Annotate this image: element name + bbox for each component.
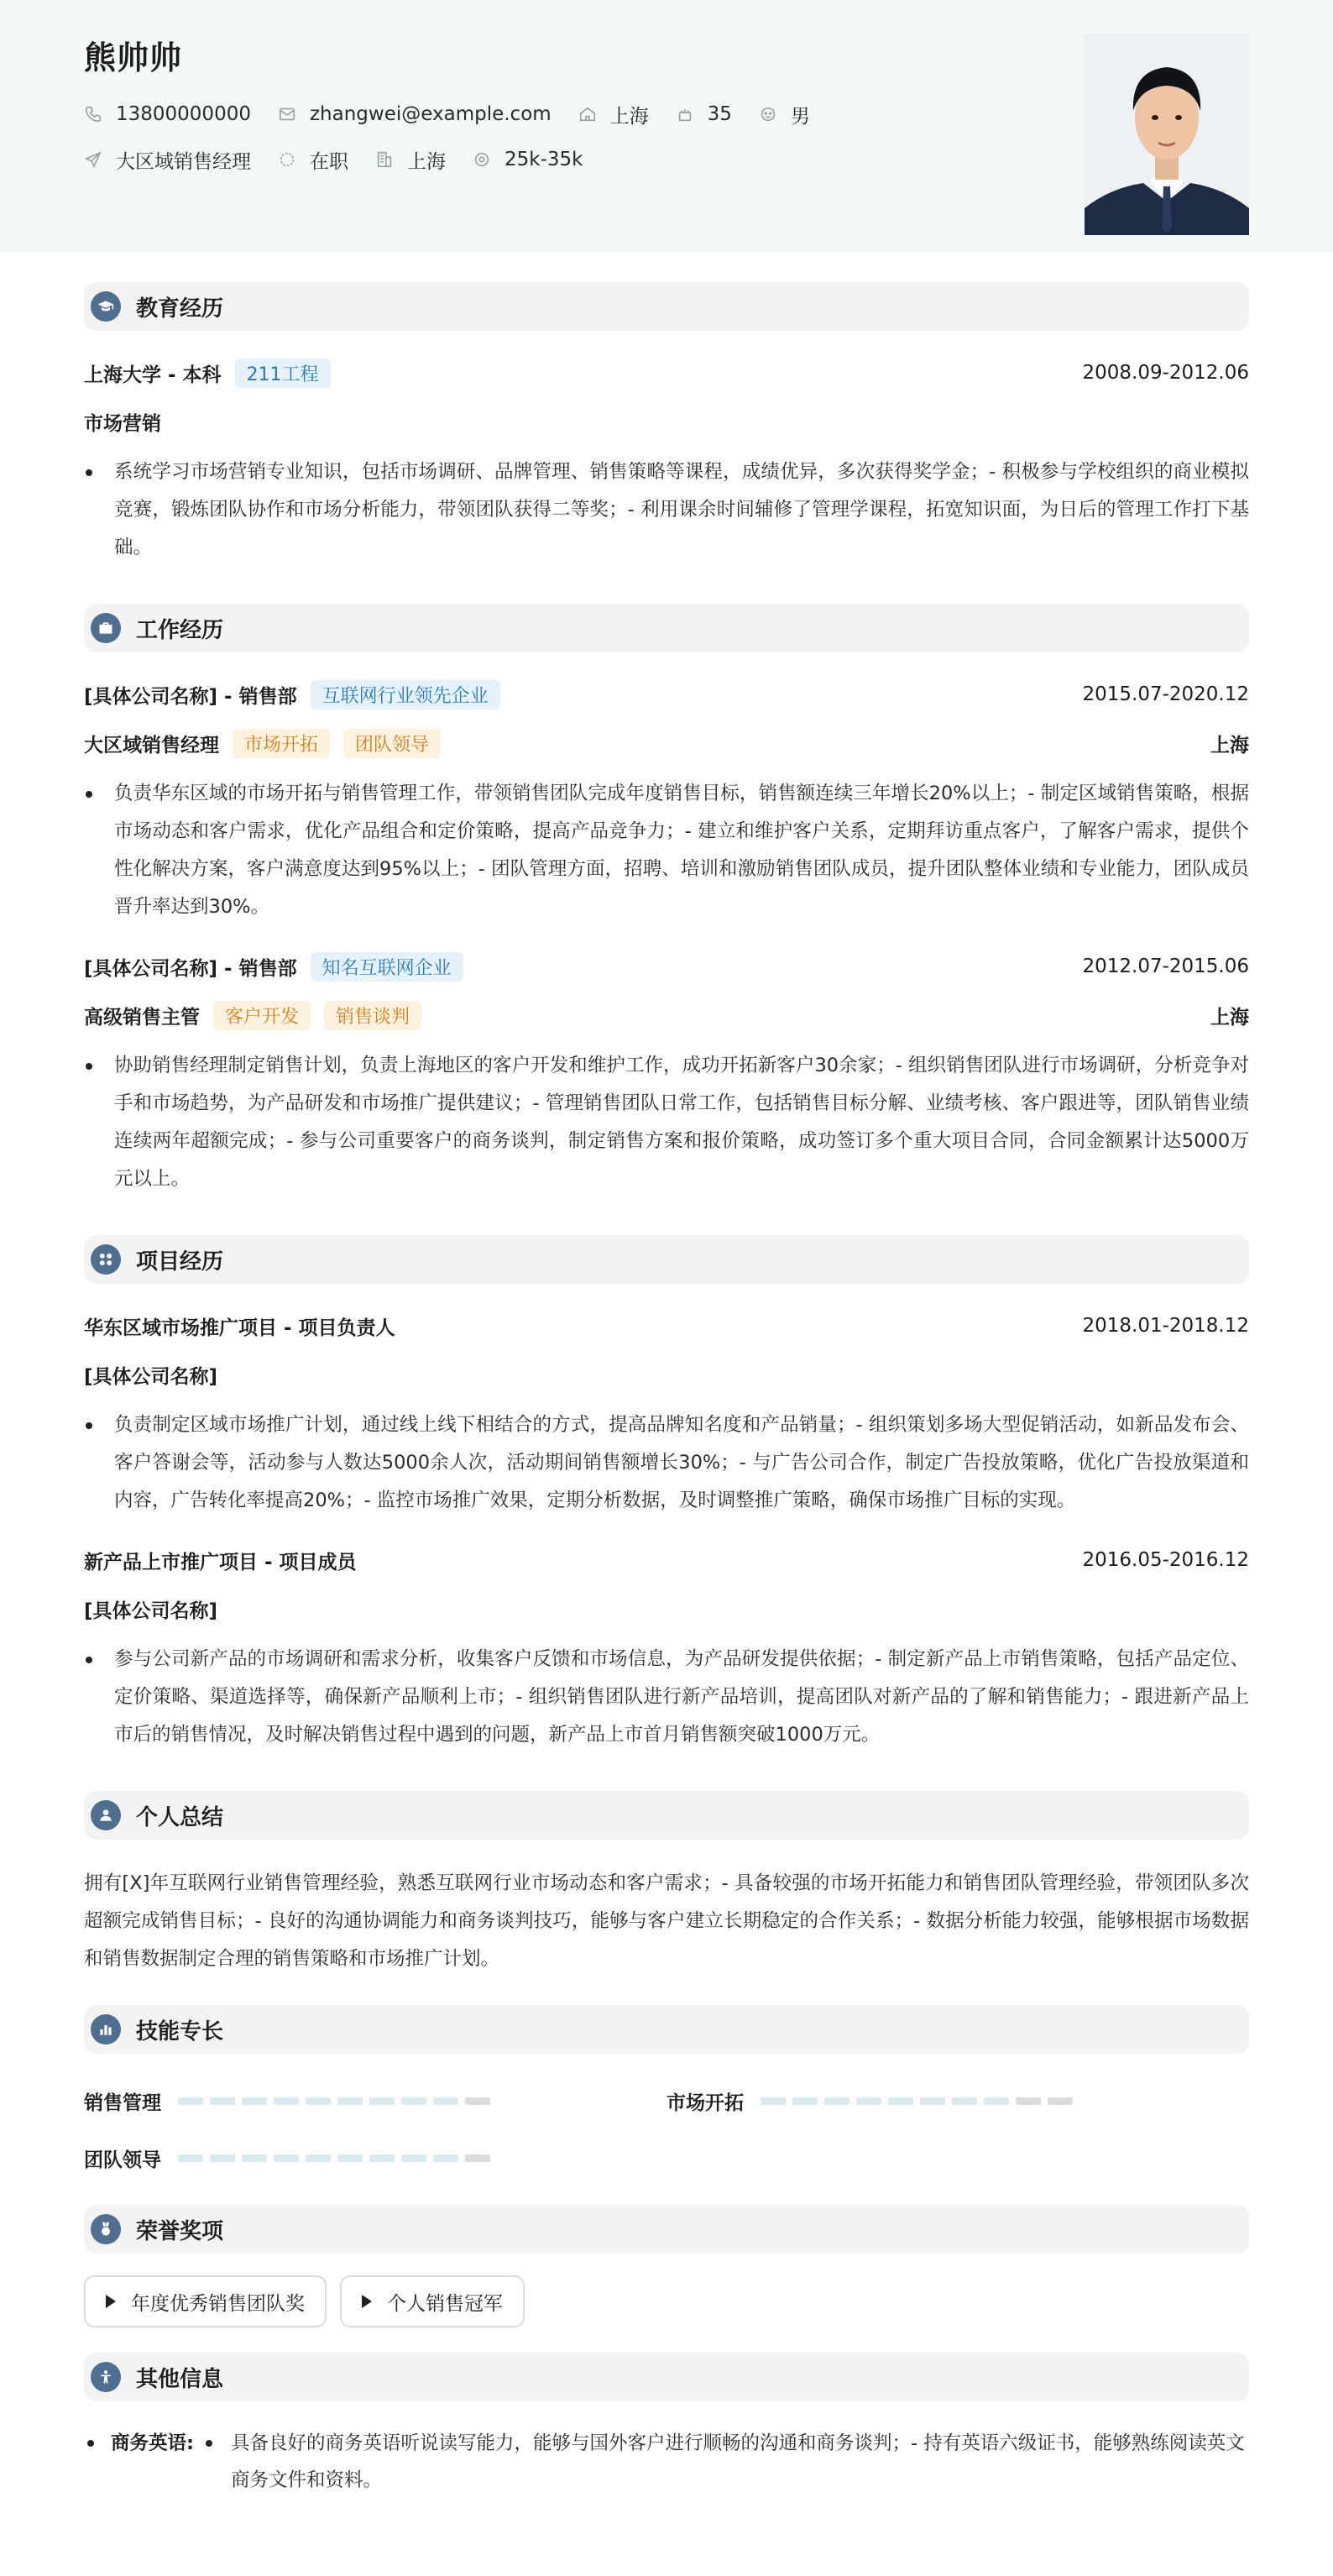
bullet-dot (206, 2440, 212, 2447)
education-entry-head (84, 359, 1249, 386)
other-label: 商务英语: (111, 2432, 194, 2454)
skills-list (84, 2072, 1249, 2186)
work-role: 大区域销售经理 (84, 734, 219, 757)
work-desc: 负责华东区域的市场开拓与销售管理工作，带领销售团队完成年度销售目标，销售额连续三年增长20%以上；- 制定区域销售策略，根据市场动态和客户需求，优化产品组合和定价策略，提高产品竞争力；- 建立和维护客户关系，定期拜访重点客户，了解客户需求，提供个性化解决方案，客户满意度达到95%以上；- 团队管理方面，招聘、培训和激励销售团队成员，提升团队整体业绩和专业能力，团队成员晋升率达到30%。 (84, 775, 1249, 926)
work-role-tag: 销售谈判 (324, 1001, 421, 1030)
age-item (676, 103, 732, 125)
project-entry-head (84, 1547, 1249, 1573)
work-role: 高级销售主管 (84, 1006, 200, 1029)
position-text: 大区域销售经理 (116, 150, 251, 173)
project-date: 2016.05-2016.12 (1082, 1549, 1249, 1571)
section-title-other: 其他信息 (136, 2366, 224, 2392)
work-location: 上海 (1210, 734, 1249, 757)
resume-header (0, 0, 1333, 252)
project-title: 新产品上市推广项目 - 项目成员 (84, 1551, 357, 1573)
skill-segment-filled (369, 2155, 395, 2162)
project-company-row (84, 1361, 1249, 1388)
play-icon (362, 2295, 372, 2308)
skill-segment-filled (274, 2097, 299, 2105)
skill-segment-filled (178, 2097, 203, 2105)
skill-name: 销售管理 (84, 2092, 161, 2114)
resume-body (0, 282, 1333, 2499)
skill-segment-filled (824, 2097, 849, 2105)
skill-segment-filled (401, 2155, 426, 2162)
section-other (84, 2353, 1249, 2401)
phone-icon (84, 105, 102, 123)
skill-name: 团队领导 (84, 2149, 161, 2171)
work-entry-head (84, 681, 1249, 708)
building-icon (375, 150, 394, 169)
award-item (340, 2275, 525, 2327)
work-role-tag: 市场开拓 (233, 729, 330, 758)
city-text: 上海 (609, 105, 649, 128)
education-tag: 211工程 (235, 359, 331, 388)
skill-segment-filled (888, 2097, 913, 2105)
candidate-name: 熊帅帅 (84, 39, 183, 76)
profile-photo (1085, 34, 1249, 235)
user-icon (91, 1800, 121, 1830)
work-role-row (84, 730, 1249, 757)
project-desc: 负责制定区域市场推广计划，通过线上线下相结合的方式，提高品牌知名度和产品销量；- 组织策划多场大型促销活动，如新品发布会、客户答谢会等，活动参与人数达5000余人次，活动期间销售额增长30%；- 与广告公司合作，制定广告投放策略，优化广告投放渠道和内容，广告转化率提高20%；- 监控市场推广效果，定期分析数据，及时调整推广策略，确保市场推广目标的实现。 (84, 1406, 1249, 1520)
play-icon (106, 2295, 116, 2308)
skill-segment-filled (401, 2097, 426, 2105)
home-icon (578, 105, 597, 123)
work-company-tag: 互联网行业领先企业 (311, 680, 500, 709)
skill-segment-filled (306, 2155, 331, 2162)
gender-item (759, 101, 810, 128)
salary-item (473, 149, 583, 170)
education-major: 市场营销 (84, 412, 161, 435)
project-title: 华东区域市场推广项目 - 项目负责人 (84, 1317, 395, 1339)
work-city-text: 上海 (407, 150, 446, 173)
work-role-tag: 客户开发 (213, 1001, 311, 1030)
section-title-education: 教育经历 (136, 296, 224, 322)
job-row (84, 147, 1249, 172)
skill-segment-filled (178, 2155, 203, 2162)
project-company: [具体公司名称] (84, 1365, 218, 1388)
skill-segment-filled (242, 2097, 267, 2105)
skill-item (84, 2072, 666, 2129)
contact-row (84, 102, 1249, 127)
work-company: [具体公司名称] - 销售部 (84, 685, 297, 708)
skill-segment-filled (856, 2097, 881, 2105)
salary-text: 25k-35k (504, 149, 583, 170)
age-icon (676, 105, 694, 123)
work-company: [具体公司名称] - 销售部 (84, 957, 297, 980)
project-company-row (84, 1595, 1249, 1622)
section-summary (84, 1791, 1249, 1840)
skill-segment-filled (433, 2155, 458, 2162)
briefcase-icon (91, 613, 121, 643)
skill-segment-filled (920, 2097, 945, 2105)
skill-segment-filled (306, 2097, 331, 2105)
skill-segment-filled (369, 2097, 395, 2105)
accessibility-icon (91, 2362, 121, 2392)
skill-segment-empty (1048, 2097, 1073, 2105)
age-text: 35 (707, 103, 732, 125)
education-date: 2008.09-2012.06 (1082, 362, 1249, 384)
email-item (278, 103, 551, 125)
skill-segment-filled (792, 2097, 818, 2105)
section-awards (84, 2205, 1249, 2254)
medal-icon (91, 2214, 121, 2244)
project-company: [具体公司名称] (84, 1600, 218, 1622)
award-item (84, 2275, 327, 2327)
work-entry-head (84, 953, 1249, 980)
skill-segment-filled (337, 2155, 363, 2162)
skill-level-bar (761, 2097, 1079, 2105)
phone-text: 13800000000 (116, 103, 251, 125)
work-company-tag: 知名互联网企业 (311, 952, 463, 982)
work-city-item (375, 146, 446, 174)
education-school: 上海大学 - 本科 (84, 364, 222, 386)
project-entry-head (84, 1312, 1249, 1339)
work-location: 上海 (1210, 1006, 1249, 1029)
award-label: 个人销售冠军 (387, 2292, 503, 2315)
section-skills (84, 2005, 1249, 2054)
position-item (84, 146, 251, 174)
skill-segment-empty (465, 2097, 490, 2105)
education-major-row (84, 408, 1249, 435)
skill-segment-filled (761, 2097, 786, 2105)
work-date: 2015.07-2020.12 (1082, 683, 1249, 705)
status-item (278, 146, 348, 174)
skill-segment-filled (433, 2097, 458, 2105)
section-project (84, 1235, 1249, 1284)
chart-icon (91, 2014, 121, 2045)
phone-item (84, 103, 251, 125)
summary-text: 拥有[X]年互联网行业销售管理经验，熟悉互联网行业市场动态和客户需求；- 具备较强的市场开拓能力和销售团队管理经验，带领团队多次超额完成销售目标；- 良好的沟通协调能力和商务谈判技巧，能够与客户建立长期稳定的合作关系；- 数据分析能力较强，能够根据市场数据和销售数据制定合理的销售策略和市场推广计划。 (84, 1872, 1249, 1970)
gender-text: 男 (790, 105, 810, 128)
skill-item (84, 2129, 666, 2186)
section-title-work: 工作经历 (136, 617, 224, 643)
status-icon (278, 150, 296, 169)
gender-icon (759, 105, 777, 123)
section-title-project: 项目经历 (136, 1249, 224, 1275)
skill-segment-filled (952, 2097, 977, 2105)
work-role-row (84, 1002, 1249, 1029)
skill-item (666, 2072, 1249, 2129)
education-desc: 系统学习市场营销专业知识，包括市场调研、品牌管理、销售策略等课程，成绩优异，多次获得奖学金；- 积极参与学校组织的商业模拟竞赛，锻炼团队协作和市场分析能力，带领团队获得二等奖；- 利用课余时间辅修了管理学课程，拓宽知识面，为日后的管理工作打下基础。 (84, 453, 1249, 567)
skill-level-bar (178, 2155, 497, 2162)
email-text: zhangwei@example.com (309, 103, 551, 125)
section-work (84, 604, 1249, 652)
award-label: 年度优秀销售团队奖 (131, 2292, 305, 2315)
bullet-dot (87, 2440, 94, 2447)
city-item (578, 101, 649, 128)
work-role-tag: 团队领导 (343, 729, 441, 758)
status-text: 在职 (310, 150, 348, 173)
work-date: 2012.07-2015.06 (1082, 956, 1249, 977)
other-info-item (84, 2425, 1249, 2499)
other-desc: 具备良好的商务英语听说读写能力，能够与国外客户进行顺畅的沟通和商务谈判；- 持有英语六级证书，能够熟练阅读英文商务文件和资料。 (231, 2432, 1245, 2491)
graduation-cap-icon (91, 291, 121, 322)
skill-segment-empty (1016, 2097, 1041, 2105)
work-desc: 协助销售经理制定销售计划，负责上海地区的客户开发和维护工作，成功开拓新客户30余家；- 组织销售团队进行市场调研，分析竞争对手和市场趋势，为产品研发和市场推广提供建议；- 管理销售团队日常工作，包括销售目标分解、业绩考核、客户跟进等，团队销售业绩连续两年超额完成；- 参与公司重要客户的商务谈判，制定销售方案和报价策略，成功签订多个重大项目合同，合同金额累计达5000万元以上。 (84, 1047, 1249, 1198)
section-title-skills: 技能专长 (136, 2018, 224, 2045)
skill-segment-empty (465, 2155, 490, 2162)
section-title-summary: 个人总结 (136, 1804, 224, 1830)
skill-segment-filled (210, 2155, 235, 2162)
awards-list (84, 2275, 1249, 2327)
skill-level-bar (178, 2097, 497, 2105)
skill-segment-filled (337, 2097, 363, 2105)
project-desc: 参与公司新产品的市场调研和需求分析，收集客户反馈和市场信息，为产品研发提供依据；- 制定新产品上市销售策略，包括产品定位、定价策略、渠道选择等，确保新产品顺利上市；- 组织销售团队进行新产品培训，提高团队对新产品的了解和销售能力；- 跟进新产品上市后的销售情况，及时解决销售过程中遇到的问题，新产品上市首月销售额突破1000万元。 (84, 1641, 1249, 1754)
mail-icon (278, 105, 296, 123)
skill-segment-filled (274, 2155, 299, 2162)
section-title-awards: 荣誉奖项 (136, 2218, 224, 2244)
section-education (84, 282, 1249, 331)
project-date: 2018.01-2018.12 (1082, 1315, 1249, 1337)
avatar-illustration (1085, 34, 1249, 235)
skill-segment-filled (242, 2155, 267, 2162)
skill-name: 市场开拓 (666, 2092, 744, 2114)
salary-icon (473, 150, 491, 169)
send-icon (84, 150, 102, 169)
grid-icon (91, 1244, 121, 1275)
skill-segment-filled (984, 2097, 1009, 2105)
skill-segment-filled (210, 2097, 235, 2105)
